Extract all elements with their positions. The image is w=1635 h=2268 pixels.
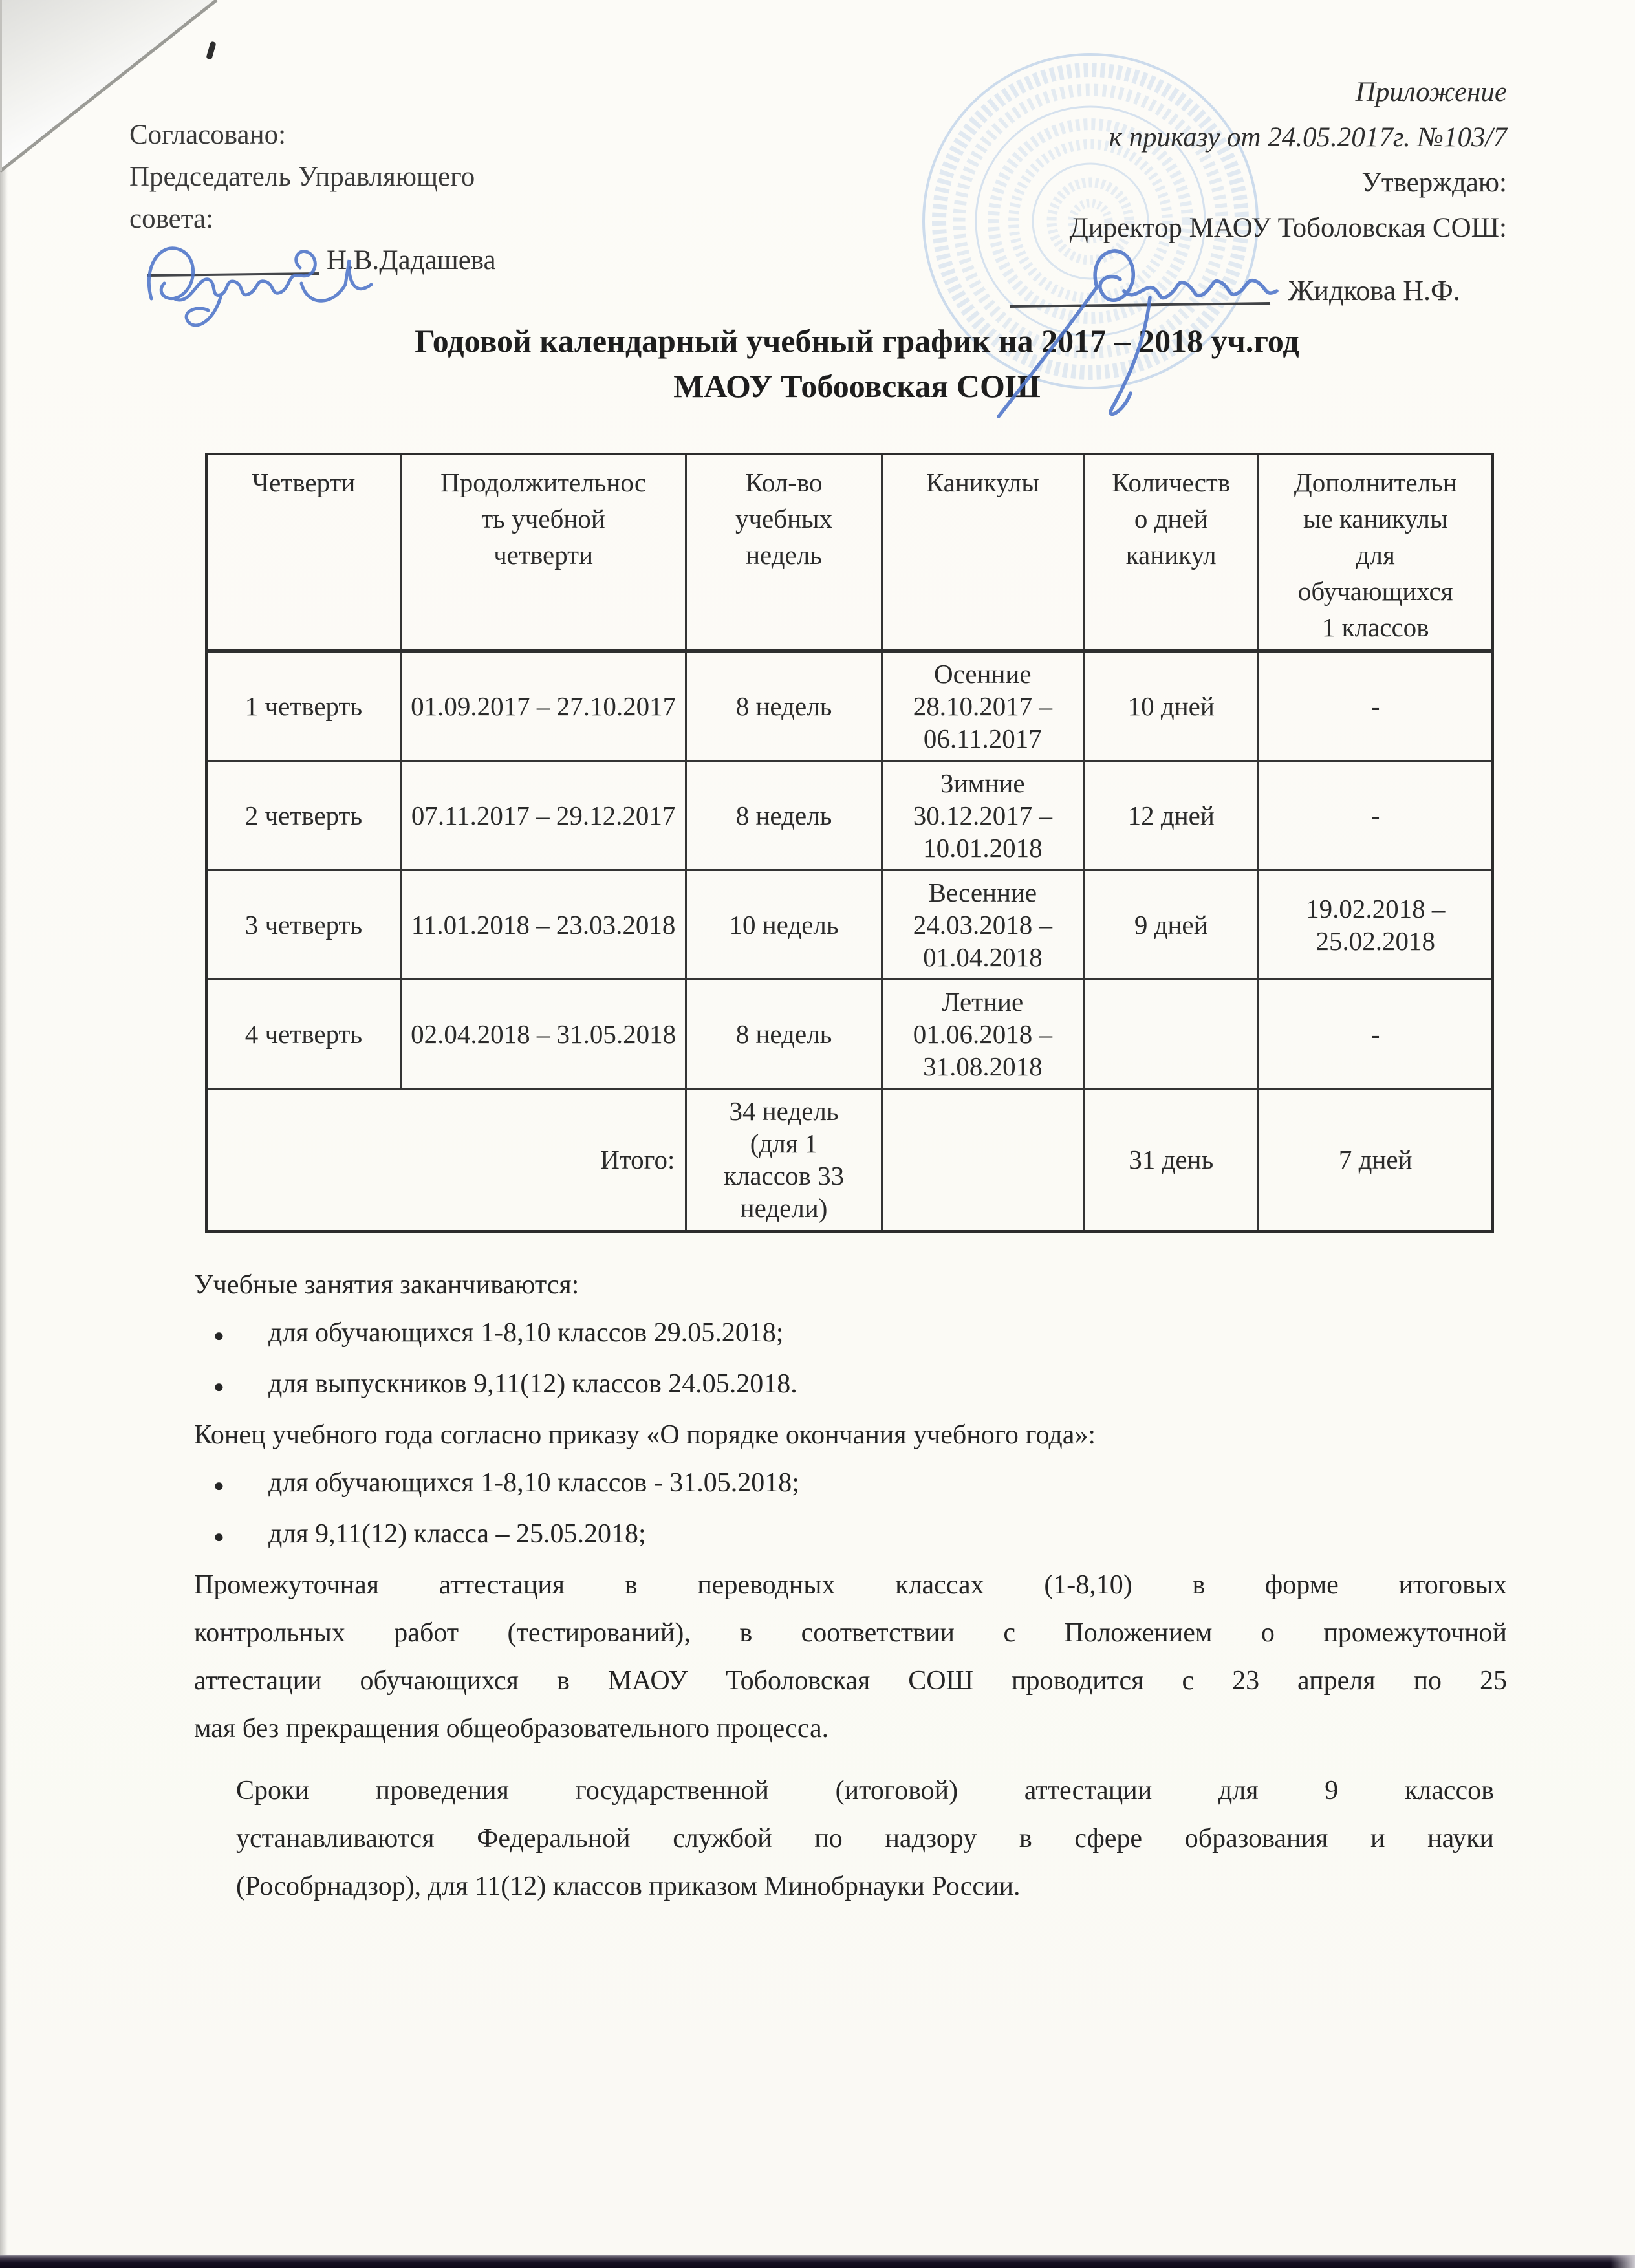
bullet-icon: ● (213, 1377, 224, 1397)
table-cell: Зимние 30.12.2017 – 10.01.2018 (882, 761, 1083, 870)
annex-label: Приложение (1355, 77, 1507, 107)
title-line-1: Годовой календарный учебный график на 2017 – 2018 уч.год (415, 323, 1299, 359)
order-reference: к приказу от 24.05.2017г. №103/7 (1109, 122, 1507, 153)
col-header-duration: Продолжительность учебной четверти (400, 454, 686, 651)
total-label-cell: Итого: (206, 1089, 686, 1231)
list-item (194, 1360, 1507, 1411)
table-cell: 8 недель (686, 651, 882, 761)
academic-calendar-table (205, 453, 1494, 1233)
list-item (194, 1459, 1507, 1510)
table-cell: 8 недель (686, 761, 882, 870)
page-left-edge-shadow (0, 152, 8, 2259)
table-header-row (206, 454, 1493, 651)
table-row-quarter-2 (206, 761, 1493, 870)
table-row-quarter-4 (206, 980, 1493, 1089)
table-cell: Летние 01.06.2018 – 31.08.2018 (882, 980, 1083, 1089)
list-item-text: для обучающихся 1-8,10 классов 29.05.2018; (268, 1318, 784, 1348)
table-cell: 19.02.2018 – 25.02.2018 (1259, 870, 1493, 980)
agreed-signatory-name: Н.В.Дадашева (327, 245, 496, 275)
table-cell: - (1259, 651, 1493, 761)
list-item (194, 1309, 1507, 1360)
paragraph-line: (Рособрнадзор), для 11(12) классов приказом Минобрнауки России. (236, 1872, 1021, 1901)
lessons-end-heading: Учебные занятия заканчиваются: (194, 1270, 579, 1300)
list-item-text: для обучающихся 1-8,10 классов - 31.05.2018; (268, 1468, 799, 1498)
agreed-label: Согласовано: (129, 120, 287, 150)
table-cell: - (1259, 980, 1493, 1089)
table-cell: 3 четверть (206, 870, 400, 980)
table-cell: 10 дней (1083, 651, 1259, 761)
body-text (194, 1261, 1507, 1910)
table-cell: 02.04.2018 – 31.05.2018 (400, 980, 686, 1089)
year-end-heading: Конец учебного года согласно приказу «О порядке окончания учебного года»: (194, 1420, 1096, 1450)
table-cell: 8 недель (686, 980, 882, 1089)
paragraph-line: контрольных работ (тестирований), в соответствии с Положением о промежуточной (194, 1618, 1507, 1648)
paragraph-line: мая без прекращения общеобразовательного процесса. (194, 1714, 829, 1744)
paragraph-line: Промежуточная аттестация в переводных классах (1-8,10) в форме итоговых (194, 1570, 1507, 1600)
col-header-vacations: Каникулы (882, 454, 1083, 651)
agreed-role-line1: Председатель Управляющего (129, 162, 475, 192)
table-cell: 01.09.2017 – 27.10.2017 (400, 651, 686, 761)
title-line-2: МАОУ Тобоовская СОШ (673, 368, 1041, 404)
table-row-total (206, 1089, 1493, 1231)
bullet-icon: ● (213, 1476, 224, 1496)
table-cell (1083, 980, 1259, 1089)
table-row-quarter-1 (206, 651, 1493, 761)
table-cell: 2 четверть (206, 761, 400, 870)
total-days-cell: 31 день (1083, 1089, 1259, 1231)
total-extra-cell: 7 дней (1259, 1089, 1493, 1231)
col-header-quarters: Четверти (206, 454, 400, 651)
list-item-text: для 9,11(12) класса – 25.05.2018; (268, 1519, 646, 1549)
bullet-icon: ● (213, 1326, 224, 1346)
paragraph-line: устанавливаются Федеральной службой по надзору в сфере образования и науки (236, 1824, 1494, 1853)
table-cell: Осенние 28.10.2017 – 06.11.2017 (882, 651, 1083, 761)
table-cell: 10 недель (686, 870, 882, 980)
table-cell: 12 дней (1083, 761, 1259, 870)
state-attestation-paragraph (236, 1767, 1494, 1910)
paragraph-line: Сроки проведения государственной (итоговой) аттестации для 9 классов (236, 1776, 1494, 1806)
signature-zhidkova (987, 212, 1310, 432)
list-item-text: для выпускников 9,11(12) классов 24.05.2018. (268, 1369, 797, 1399)
approve-label: Утверждаю: (1361, 167, 1507, 198)
bullet-icon: ● (213, 1527, 224, 1547)
col-header-weeks: Кол-во учебных недель (686, 454, 882, 651)
table-cell: 4 четверть (206, 980, 400, 1089)
list-item (194, 1510, 1507, 1561)
approve-signatory-name: Жидкова Н.Ф. (1288, 275, 1460, 307)
table-cell: - (1259, 761, 1493, 870)
interim-assessment-paragraph (194, 1561, 1507, 1753)
col-header-extra-vacations: Дополнительные каникулы для обучающихся 1 классов (1259, 454, 1493, 651)
table-row-quarter-3 (206, 870, 1493, 980)
director-line: Директор МАОУ Тоболовская СОШ: (1069, 213, 1507, 243)
paragraph-line: аттестации обучающихся в МАОУ Тоболовская СОШ проводится с 23 апреля по 25 (194, 1666, 1507, 1696)
table-cell: 9 дней (1083, 870, 1259, 980)
scanner-bottom-edge (0, 2255, 1635, 2268)
page-corner-fold (0, 0, 272, 343)
table-cell: 11.01.2018 – 23.03.2018 (400, 870, 686, 980)
total-weeks-cell: 34 недель (для 1 классов 33 недели) (686, 1089, 882, 1231)
table-cell: 07.11.2017 – 29.12.2017 (400, 761, 686, 870)
table-cell: Весенние 24.03.2018 – 01.04.2018 (882, 870, 1083, 980)
total-vacations-cell (882, 1089, 1083, 1231)
table-cell: 1 четверть (206, 651, 400, 761)
col-header-vacation-days: Количество дней каникул (1083, 454, 1259, 651)
agreed-role-line2: совета: (129, 204, 214, 234)
